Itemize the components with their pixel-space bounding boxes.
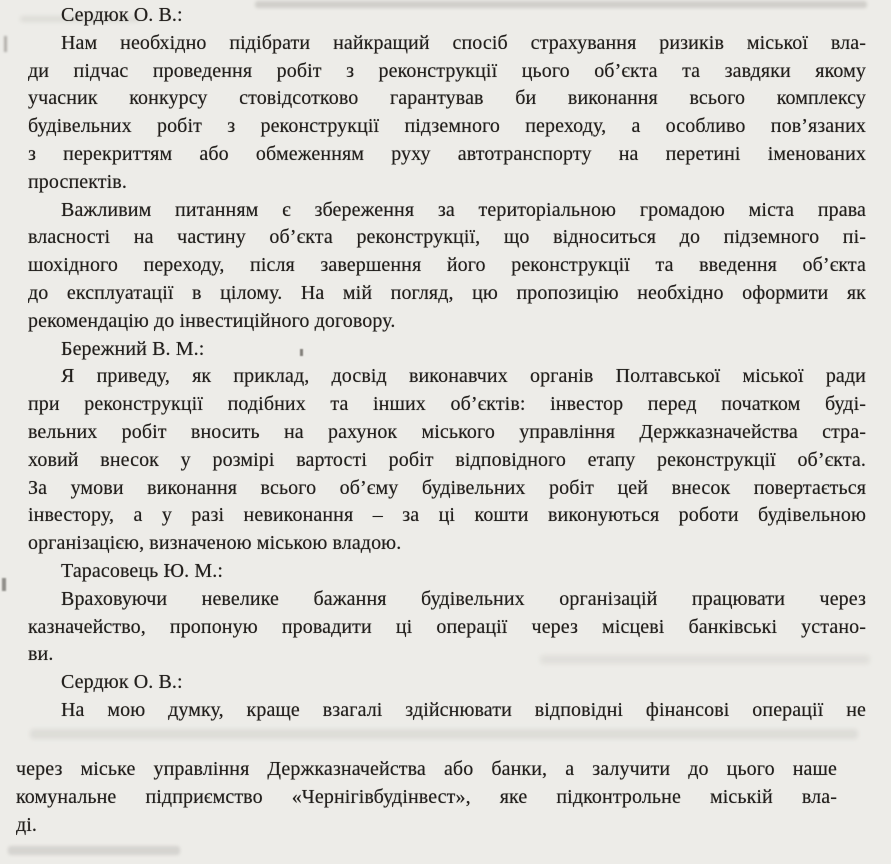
- text-line: будівельних робіт з реконструкції підземного переходу, а особливо пов’язаних: [28, 115, 866, 138]
- speaker-label: Сердюк О. В.:: [61, 671, 183, 694]
- text-line: шохідного переходу, після завершення його реконструкції та введення об’єкта: [28, 254, 866, 277]
- text-line: комунальне підприємство «Чернігівбудінвест», яке підконтрольне міській вла-: [16, 785, 837, 808]
- speaker-label: Тарасовець Ю. М.:: [61, 559, 223, 582]
- text-line: Я приведу, як приклад, досвід виконавчих органів Полтавської міської ради: [61, 365, 866, 388]
- text-line: За умови виконання всього об’єму будівельних робіт цей внесок повертається: [28, 476, 866, 499]
- text-line: рекомендацію до інвестиційного договору.: [28, 309, 396, 332]
- text-line: ви.: [28, 643, 54, 666]
- transcript-main-block: [28, 2, 866, 725]
- text-line: до експлуатації в цілому. На мій погляд, цю пропозицію необхідно оформити як: [28, 281, 866, 304]
- text-line: інвестору, а у разі невиконання – за ці кошти виконуються роботи будівельною: [28, 504, 866, 527]
- speaker-label: Сердюк О. В.:: [61, 4, 183, 26]
- text-line: Важливим питанням є збереження за територіальною громадою міста права: [61, 198, 866, 221]
- text-line: власності на частину об’єкта реконструкції, що відноситься до підземного пі-: [28, 226, 866, 249]
- text-line: На мою думку, краще взагалі здійснювати відповідні фінансові операції не: [61, 698, 866, 721]
- scan-speck: [2, 578, 6, 591]
- transcript-continuation-block: [16, 756, 837, 839]
- scan-speck: [4, 36, 7, 52]
- text-line: при реконструкції подібних та інших об’єктів: інвестор перед початком буді-: [28, 393, 866, 416]
- text-line: Враховуючи невелике бажання будівельних організацій працювати через: [61, 587, 866, 610]
- text-line: ді.: [16, 813, 38, 836]
- text-line: казначейство, пропоную провадити ці операції через місцеві банківські устано-: [28, 615, 866, 638]
- text-line: проспектів.: [28, 170, 127, 193]
- speaker-label: Бережний В. М.:: [61, 337, 205, 360]
- text-line: ди підчас проведення робіт з реконструкції цього об’єкта та завдяки якому: [28, 59, 866, 82]
- scan-artifact-pagebreak-ghost-line: [30, 729, 858, 739]
- text-line: вельних робіт вносить на рахунок міського управління Держказначейства стра-: [28, 420, 866, 443]
- text-line: організацією, визначеною міською владою.: [28, 532, 402, 555]
- text-line: учасник конкурсу стовідсотково гарантував би виконання всього комплексу: [28, 87, 866, 110]
- text-line: з перекриттям або обмеженням руху автотранспорту на перетині іменованих: [28, 142, 866, 165]
- text-line: Нам необхідно підібрати найкращий спосіб страхування ризиків міської вла-: [61, 31, 866, 54]
- scan-artifact-bottom-left: [8, 846, 180, 855]
- text-line: через міське управління Держказначейства або банки, а залучити до цього наше: [16, 758, 837, 780]
- text-line: ховий внесок у розмірі вартості робіт відповідного етапу реконструкції об’єкта.: [28, 448, 866, 471]
